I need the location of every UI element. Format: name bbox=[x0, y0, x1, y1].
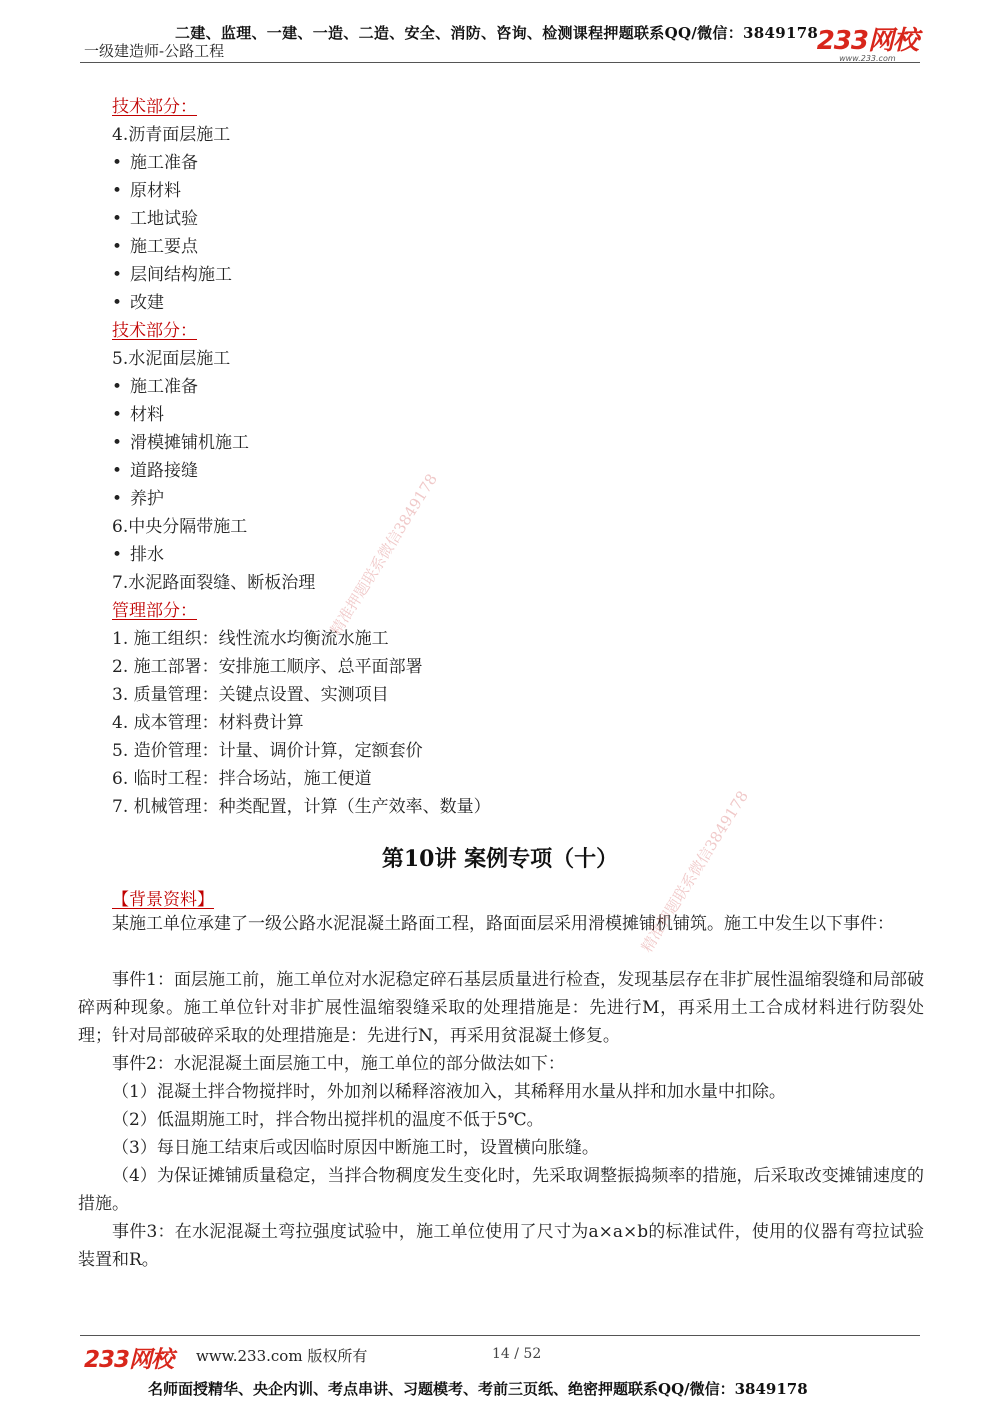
bullet-text: 工地试验 bbox=[130, 209, 198, 229]
mgmt-item: 3. 质量管理：关键点设置、实测项目 bbox=[112, 685, 389, 705]
bullet-text: 原材料 bbox=[130, 181, 181, 201]
bullet-item: • 施工要点 bbox=[112, 237, 198, 257]
bullet-item: • 工地试验 bbox=[112, 209, 198, 229]
bullet-text: 道路接缝 bbox=[130, 461, 198, 481]
bullet-item: • 排水 bbox=[112, 545, 164, 565]
subject-title: 一级建造师-公路工程 bbox=[84, 42, 225, 60]
outline-item-6: 6.中央分隔带施工 bbox=[112, 517, 248, 537]
footer-divider bbox=[80, 1335, 920, 1336]
bullet-text: 材料 bbox=[130, 405, 164, 425]
bullet-text: 层间结构施工 bbox=[130, 265, 232, 285]
event-2-item: （2）低温期施工时，拌合物出搅拌机的温度不低于5℃。 bbox=[112, 1110, 544, 1130]
event-2-item: （1）混凝土拌合物搅拌时，外加剂以稀释溶液加入，其稀释用水量从拌和加水量中扣除。 bbox=[112, 1082, 786, 1102]
bullet-text: 施工准备 bbox=[130, 377, 198, 397]
watermark: 精准押题联系微信3849178 bbox=[637, 787, 752, 956]
section-heading-tech-2: 技术部分： bbox=[112, 321, 197, 341]
mgmt-item: 1. 施工组织：线性流水均衡流水施工 bbox=[112, 629, 389, 649]
page-number: 14 / 52 bbox=[492, 1346, 542, 1362]
outline-item-4: 4.沥青面层施工 bbox=[112, 125, 231, 145]
bullet-item: • 道路接缝 bbox=[112, 461, 198, 481]
bullet-text: 滑模摊铺机施工 bbox=[130, 433, 249, 453]
header-logo bbox=[817, 28, 918, 63]
footer-logo: 233网校 bbox=[84, 1347, 174, 1373]
bullet-text: 施工准备 bbox=[130, 153, 198, 173]
bullet-item: • 材料 bbox=[112, 405, 164, 425]
header-banner: 二建、监理、一建、一造、二造、安全、消防、咨询、检测课程押题联系QQ/微信：3849178 bbox=[175, 24, 819, 42]
event-2: 事件2：水泥混凝土面层施工中，施工单位的部分做法如下： bbox=[112, 1054, 565, 1074]
event-2-item: （4）为保证摊铺质量稳定，当拌合物稠度发生变化时，先采取调整振捣频率的措施，后采取改变摊铺速度的措施。 bbox=[78, 1166, 924, 1214]
section-heading-mgmt: 管理部分： bbox=[112, 601, 197, 621]
bullet-item: • 改建 bbox=[112, 293, 164, 313]
mgmt-item: 2. 施工部署：安排施工顺序、总平面部署 bbox=[112, 657, 423, 677]
logo-url: www.233.com bbox=[839, 54, 896, 63]
event-3: 事件3：在水泥混凝土弯拉强度试验中，施工单位使用了尺寸为a×a×b的标准试件，使用的仪器有弯拉试验装置和R。 bbox=[78, 1222, 924, 1270]
header-divider bbox=[80, 62, 920, 63]
mgmt-item: 6. 临时工程：拌合场站，施工便道 bbox=[112, 769, 372, 789]
footer-banner: 名师面授精华、央企内训、考点串讲、习题模考、考前三页纸、绝密押题联系QQ/微信：3849178 bbox=[148, 1380, 808, 1398]
section-heading-tech-1: 技术部分： bbox=[112, 97, 197, 117]
mgmt-item: 7. 机械管理：种类配置，计算（生产效率、数量） bbox=[112, 797, 491, 817]
bullet-text: 施工要点 bbox=[130, 237, 198, 257]
case-intro: 某施工单位承建了一级公路水泥混凝土路面工程，路面面层采用滑模摊铺机铺筑。施工中发生以下事件： bbox=[112, 914, 894, 934]
bullet-item: • 层间结构施工 bbox=[112, 265, 232, 285]
bullet-item: • 原材料 bbox=[112, 181, 181, 201]
mgmt-item: 5. 造价管理：计量、调价计算，定额套价 bbox=[112, 741, 423, 761]
mgmt-item: 4. 成本管理：材料费计算 bbox=[112, 713, 304, 733]
bullet-item: • 施工准备 bbox=[112, 153, 198, 173]
bullet-text: 改建 bbox=[130, 293, 164, 313]
outline-item-5: 5.水泥面层施工 bbox=[112, 349, 231, 369]
bullet-text: 养护 bbox=[130, 489, 164, 509]
bullet-item: • 滑模摊铺机施工 bbox=[112, 433, 249, 453]
logo-text: 233网校 bbox=[816, 26, 918, 56]
bullet-item: • 施工准备 bbox=[112, 377, 198, 397]
event-2-item: （3）每日施工结束后或因临时原因中断施工时，设置横向胀缝。 bbox=[112, 1138, 599, 1158]
lecture-title: 第10讲 案例专项（十） bbox=[381, 846, 619, 872]
bullet-text: 排水 bbox=[130, 545, 164, 565]
watermark: 精准押题联系微信3849178 bbox=[326, 470, 441, 639]
footer-copyright: www.233.com 版权所有 bbox=[196, 1347, 368, 1365]
bullet-item: • 养护 bbox=[112, 489, 164, 509]
background-label: 【背景资料】 bbox=[112, 890, 214, 910]
event-1: 事件1：面层施工前，施工单位对水泥稳定碎石基层质量进行检查，发现基层存在非扩展性温缩裂缝和局部破碎两种现象。施工单位针对非扩展性温缩裂缝采取的处理措施是：先进行M，再采用土工合成材料进行防裂处理；针对局部破碎采取的处理措施是：先进行N，再采用贫混凝土修复。 bbox=[78, 970, 924, 1046]
outline-item-7: 7.水泥路面裂缝、断板治理 bbox=[112, 573, 316, 593]
